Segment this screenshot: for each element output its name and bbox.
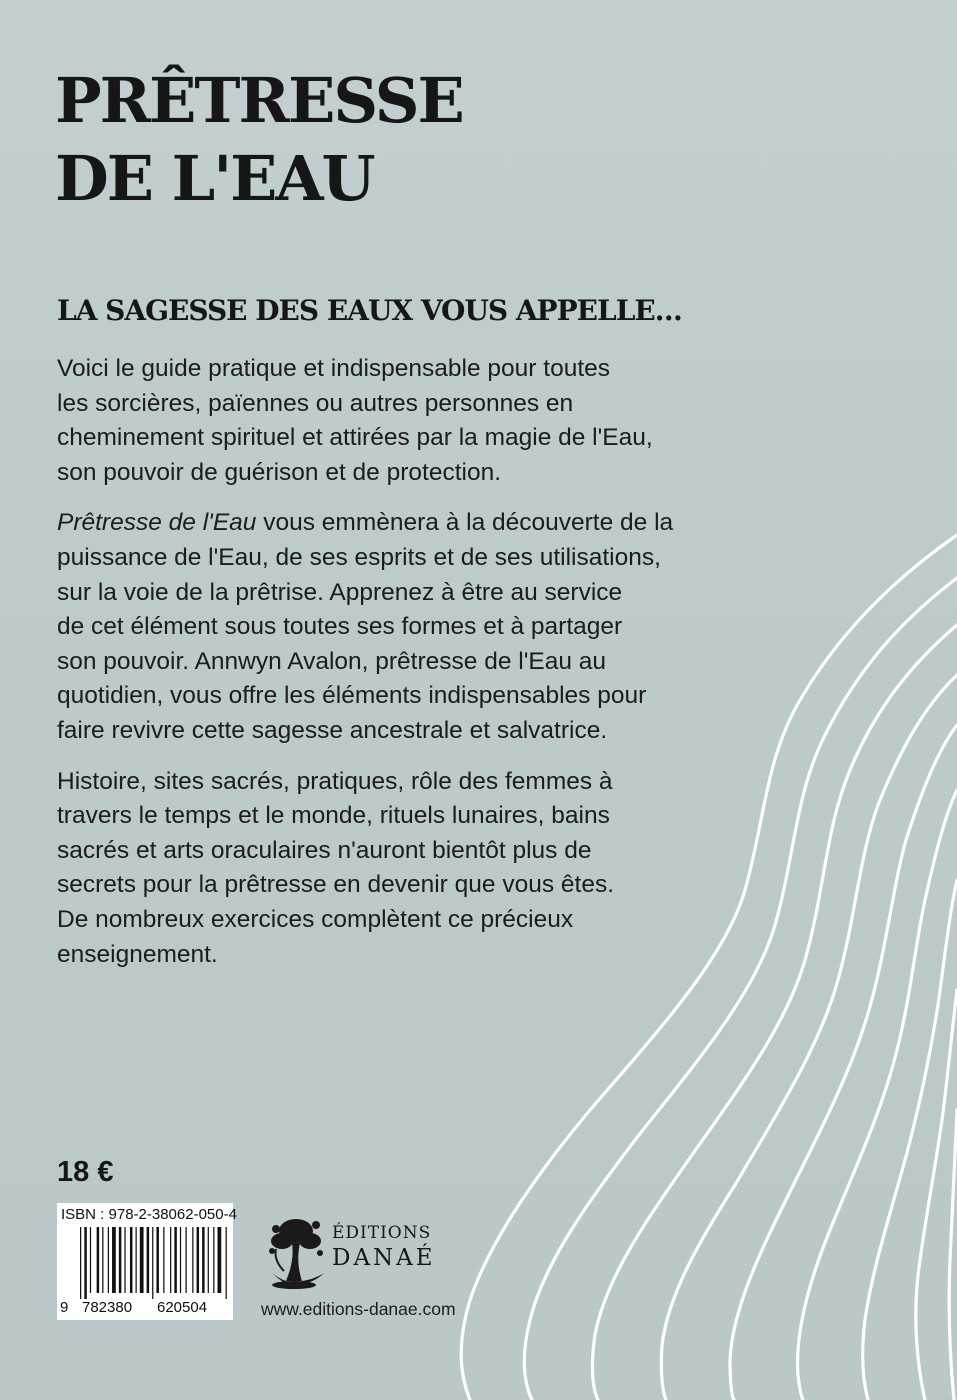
barcode-bar [90,1227,91,1293]
isbn-label: ISBN : 978-2-38062-050-4 [61,1206,237,1223]
publisher-name [332,1225,436,1270]
text-line: quotidien, vous offre les éléments indispensables pour [57,682,647,710]
barcode-bar [170,1227,171,1293]
text-line: enseignement. [57,940,218,968]
text-line: sacrés et arts oraculaires n'auront bientôt plus de [57,836,592,864]
barcode-bar [226,1227,227,1299]
book-title [55,62,463,218]
barcode-bar [119,1227,122,1293]
barcode-bar [102,1227,103,1293]
barcode-digit-first: 9 [60,1299,69,1316]
barcode-bar [156,1227,159,1293]
text-line: cheminement spirituel et attirées par la magie de l'Eau, [57,424,653,452]
barcode-bars [79,1227,229,1299]
barcode-digit-group-2: 620504 [157,1299,208,1316]
barcode-bar [140,1227,144,1293]
barcode-bar [130,1227,133,1293]
barcode-bar [213,1227,214,1293]
text-fragment: vous emmènera à la découverte de la [256,509,674,537]
barcode-bar [208,1227,209,1293]
text-line: Histoire, sites sacrés, pratiques, rôle des femmes à [57,767,613,795]
barcode-bar [84,1227,87,1299]
blurb [57,352,674,988]
text-line: Voici le guide pratique et indispensable pour toutes [57,355,610,382]
barcode-bar [163,1227,164,1293]
text-line: sur la voie de la prêtrise. Apprenez à être au service [57,578,623,606]
book-title-line-1: PRÊTRESSE [55,64,463,137]
barcode-bar [197,1227,200,1293]
publisher-name-line-2: DANAÉ [332,1245,436,1271]
barcode-bar [108,1227,109,1293]
blurb-paragraph-1 [57,352,657,490]
book-title-line-2: DE L'EAU [55,142,374,215]
barcode-digit-group-1: 782380 [82,1299,133,1316]
barcode-bar [136,1227,137,1293]
text-line: de cet élément sous toutes ses formes et à partager [57,613,623,641]
text-line: De nombreux exercices complètent ce précieux [57,905,574,933]
barcode-bar [180,1227,181,1293]
barcode-bar [124,1227,125,1293]
barcode-bar [192,1227,193,1293]
text-line: son pouvoir. Annwyn Avalon, prêtresse de l'Eau au [57,647,607,675]
text-line: puissance de l'Eau, de ses esprits et de ses utilisations, [57,543,661,571]
publisher-website: www.editions-danae.com [261,1299,456,1319]
barcode-bar [174,1227,177,1293]
text-line: les sorcières, païennes ou autres personnes en [57,389,574,417]
blurb-paragraph-3 [57,765,657,973]
isbn-barcode [57,1203,237,1320]
text-line: secrets pour la prêtresse en devenir que vous êtes. [57,871,615,899]
blurb-paragraph-2 [57,506,674,748]
text-line: faire revivre cette sagesse ancestrale et salvatrice. [57,716,608,744]
text-line: travers le temps et le monde, rituels lunaires, bains [57,802,610,830]
price: 18 € [57,1156,114,1188]
publisher-name-line-1: ÉDITIONS [332,1223,432,1243]
barcode-bar [80,1227,81,1299]
tagline: LA SAGESSE DES EAUX VOUS APPELLE… [57,294,682,327]
barcode-bar [97,1227,100,1293]
barcode-bar [218,1227,222,1293]
barcode-bar [112,1227,116,1293]
barcode-bar [147,1227,150,1293]
barcode-bar [185,1227,186,1293]
barcode-bar [202,1227,205,1293]
tree-icon [266,1211,332,1291]
book-title-italic: Prêtresse de l'Eau [57,509,257,537]
text-line [57,506,674,541]
text-line: son pouvoir de guérison et de protection. [57,458,502,486]
barcode-bar [152,1227,153,1299]
